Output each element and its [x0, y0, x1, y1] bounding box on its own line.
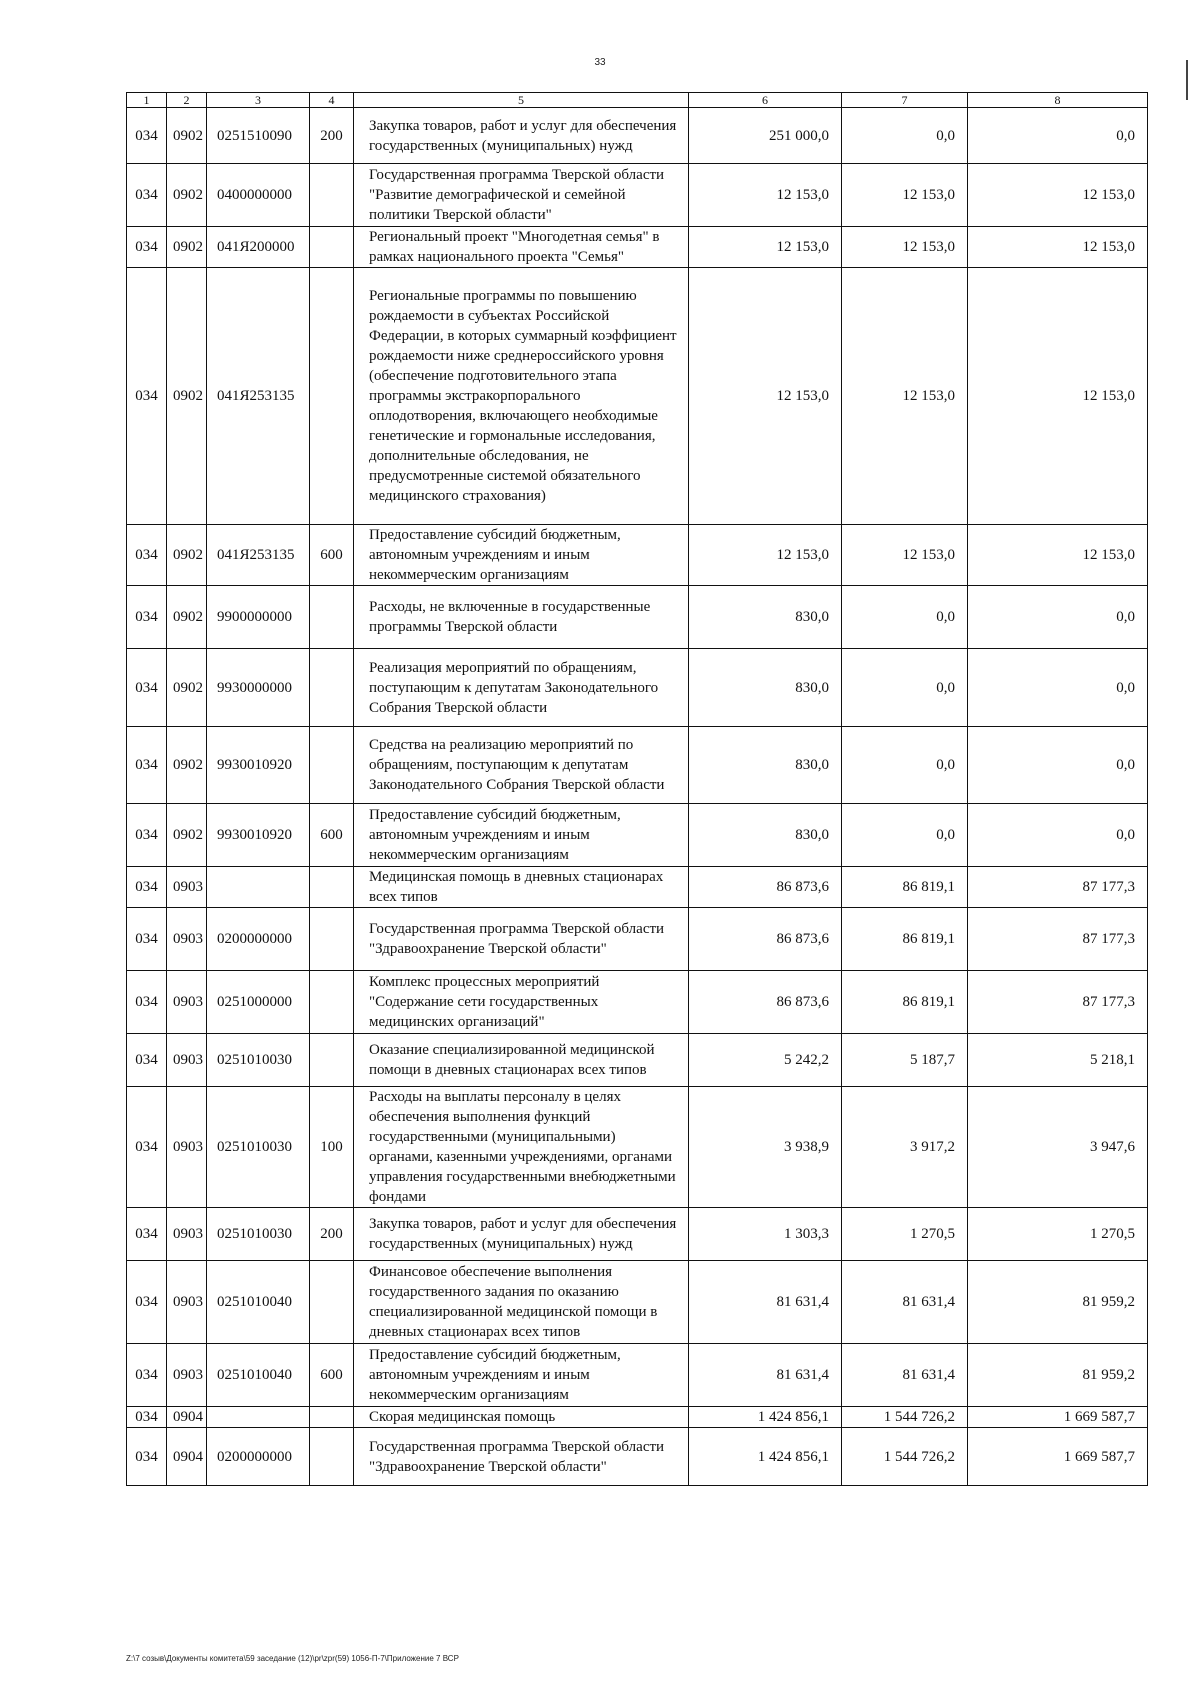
amount-year2-cell: 86 819,1: [842, 971, 968, 1034]
description-cell: Реализация мероприятий по обращениям, поступающим к депутатам Законодательного Собрания Тверской области: [354, 649, 689, 727]
target-article-cell: 0251010030: [207, 1208, 310, 1261]
amount-year1-cell: 12 153,0: [689, 268, 842, 525]
expense-type-cell: [310, 649, 354, 727]
expense-type-cell: [310, 867, 354, 908]
amount-year2-cell: 81 631,4: [842, 1261, 968, 1344]
amount-year2-cell: 12 153,0: [842, 525, 968, 586]
description-cell: Медицинская помощь в дневных стационарах всех типов: [354, 867, 689, 908]
amount-year2-cell: 0,0: [842, 108, 968, 164]
dept-code-cell: 034: [127, 727, 167, 804]
dept-code-cell: 034: [127, 1208, 167, 1261]
expense-type-cell: 100: [310, 1087, 354, 1208]
expense-type-cell: 600: [310, 525, 354, 586]
amount-year2-cell: 86 819,1: [842, 908, 968, 971]
table-row: [127, 971, 1148, 1034]
description-cell: Предоставление субсидий бюджетным, автономным учреждениям и иным некоммерческим организациям: [354, 525, 689, 586]
table-row: [127, 164, 1148, 227]
section-code-cell: 0903: [167, 1261, 207, 1344]
amount-year2-cell: 0,0: [842, 804, 968, 867]
amount-year3-cell: 12 153,0: [968, 525, 1148, 586]
expense-type-cell: 600: [310, 804, 354, 867]
amount-year2-cell: 0,0: [842, 727, 968, 804]
description-cell: Региональные программы по повышению рождаемости в субъектах Российской Федерации, в которых суммарный коэффициент рождаемости ниже среднероссийского уровня (обеспечение подготовительного этапа программы экстракорпорального оплодотворения, включающего необходимые генетические и гормональные исследования, дополнительные обследования, не предусмотренные системой обязательного медицинского страхования): [354, 268, 689, 525]
amount-year3-cell: 1 669 587,7: [968, 1407, 1148, 1428]
target-article-cell: 0251000000: [207, 971, 310, 1034]
amount-year1-cell: 5 242,2: [689, 1034, 842, 1087]
amount-year1-cell: 3 938,9: [689, 1087, 842, 1208]
target-article-cell: 0251010030: [207, 1034, 310, 1087]
amount-year2-cell: 1 270,5: [842, 1208, 968, 1261]
dept-code-cell: 034: [127, 525, 167, 586]
amount-year1-cell: 12 153,0: [689, 227, 842, 268]
target-article-cell: 9930010920: [207, 804, 310, 867]
target-article-cell: [207, 867, 310, 908]
table-row: [127, 1208, 1148, 1261]
expense-type-cell: [310, 727, 354, 804]
amount-year3-cell: 0,0: [968, 727, 1148, 804]
amount-year1-cell: 86 873,6: [689, 971, 842, 1034]
amount-year2-cell: 0,0: [842, 649, 968, 727]
section-code-cell: 0903: [167, 1208, 207, 1261]
amount-year2-cell: 86 819,1: [842, 867, 968, 908]
amount-year1-cell: 1 303,3: [689, 1208, 842, 1261]
section-code-cell: 0902: [167, 164, 207, 227]
description-cell: Расходы, не включенные в государственные программы Тверской области: [354, 586, 689, 649]
description-cell: Государственная программа Тверской области "Здравоохранение Тверской области": [354, 908, 689, 971]
table-row: [127, 1428, 1148, 1486]
section-code-cell: 0902: [167, 804, 207, 867]
description-cell: Закупка товаров, работ и услуг для обеспечения государственных (муниципальных) нужд: [354, 1208, 689, 1261]
column-header: 6: [689, 93, 842, 108]
target-article-cell: 0251010040: [207, 1344, 310, 1407]
table-body: [127, 93, 1148, 1486]
target-article-cell: 041Я253135: [207, 268, 310, 525]
description-cell: Комплекс процессных мероприятий "Содержание сети государственных медицинских организаций": [354, 971, 689, 1034]
description-cell: Предоставление субсидий бюджетным, автономным учреждениям и иным некоммерческим организациям: [354, 804, 689, 867]
dept-code-cell: 034: [127, 108, 167, 164]
column-header: 5: [354, 93, 689, 108]
expense-type-cell: [310, 1261, 354, 1344]
dept-code-cell: 034: [127, 804, 167, 867]
expense-type-cell: [310, 227, 354, 268]
amount-year3-cell: 87 177,3: [968, 908, 1148, 971]
description-cell: Закупка товаров, работ и услуг для обеспечения государственных (муниципальных) нужд: [354, 108, 689, 164]
amount-year1-cell: 81 631,4: [689, 1261, 842, 1344]
dept-code-cell: 034: [127, 227, 167, 268]
description-cell: Оказание специализированной медицинской помощи в дневных стационарах всех типов: [354, 1034, 689, 1087]
dept-code-cell: 034: [127, 1261, 167, 1344]
table-row: [127, 1087, 1148, 1208]
description-cell: Средства на реализацию мероприятий по обращениям, поступающим к депутатам Законодательного Собрания Тверской области: [354, 727, 689, 804]
amount-year3-cell: 5 218,1: [968, 1034, 1148, 1087]
column-header: 8: [968, 93, 1148, 108]
page-number: 33: [594, 57, 606, 68]
amount-year2-cell: 1 544 726,2: [842, 1407, 968, 1428]
target-article-cell: 9930010920: [207, 727, 310, 804]
dept-code-cell: 034: [127, 586, 167, 649]
amount-year1-cell: 86 873,6: [689, 908, 842, 971]
column-header: 4: [310, 93, 354, 108]
table-row: [127, 649, 1148, 727]
amount-year1-cell: 830,0: [689, 727, 842, 804]
column-header: 1: [127, 93, 167, 108]
expense-type-cell: [310, 908, 354, 971]
table-row: [127, 908, 1148, 971]
description-cell: Расходы на выплаты персоналу в целях обеспечения выполнения функций государственными (муниципальными) органами, казенными учреждениями, органами управления государственными внебюджетными фондами: [354, 1087, 689, 1208]
table-row: [127, 108, 1148, 164]
budget-table: [126, 92, 1148, 1486]
table-row: [127, 804, 1148, 867]
expense-type-cell: 600: [310, 1344, 354, 1407]
description-cell: Государственная программа Тверской области "Здравоохранение Тверской области": [354, 1428, 689, 1486]
target-article-cell: 0251510090: [207, 108, 310, 164]
section-code-cell: 0903: [167, 1034, 207, 1087]
amount-year1-cell: 1 424 856,1: [689, 1428, 842, 1486]
amount-year1-cell: 830,0: [689, 649, 842, 727]
amount-year1-cell: 86 873,6: [689, 867, 842, 908]
dept-code-cell: 034: [127, 1344, 167, 1407]
target-article-cell: 9930000000: [207, 649, 310, 727]
section-code-cell: 0902: [167, 227, 207, 268]
target-article-cell: 0251010040: [207, 1261, 310, 1344]
description-cell: Региональный проект "Многодетная семья" в рамках национального проекта "Семья": [354, 227, 689, 268]
table-row: [127, 1344, 1148, 1407]
amount-year1-cell: 12 153,0: [689, 525, 842, 586]
table-row: [127, 1261, 1148, 1344]
description-cell: Государственная программа Тверской области "Развитие демографической и семейной политики Тверской области": [354, 164, 689, 227]
dept-code-cell: 034: [127, 268, 167, 525]
expense-type-cell: [310, 971, 354, 1034]
amount-year3-cell: 81 959,2: [968, 1344, 1148, 1407]
amount-year3-cell: 0,0: [968, 804, 1148, 867]
dept-code-cell: 034: [127, 1428, 167, 1486]
footer-file-path: Z:\7 созыв\Документы комитета\59 заседание (12)\pr\zpr(59) 1056-П-7\Приложение 7 ВСР: [126, 1654, 459, 1663]
target-article-cell: 041Я200000: [207, 227, 310, 268]
section-code-cell: 0902: [167, 525, 207, 586]
amount-year1-cell: 251 000,0: [689, 108, 842, 164]
table-row: [127, 586, 1148, 649]
target-article-cell: [207, 1407, 310, 1428]
amount-year2-cell: 81 631,4: [842, 1344, 968, 1407]
dept-code-cell: 034: [127, 1407, 167, 1428]
amount-year2-cell: 5 187,7: [842, 1034, 968, 1087]
table-row: [127, 525, 1148, 586]
table-row: [127, 867, 1148, 908]
table-row: [127, 727, 1148, 804]
amount-year3-cell: 0,0: [968, 649, 1148, 727]
table-row: [127, 1407, 1148, 1428]
amount-year1-cell: 81 631,4: [689, 1344, 842, 1407]
expense-type-cell: [310, 1428, 354, 1486]
section-code-cell: 0902: [167, 649, 207, 727]
amount-year2-cell: 12 153,0: [842, 164, 968, 227]
target-article-cell: 041Я253135: [207, 525, 310, 586]
section-code-cell: 0903: [167, 867, 207, 908]
amount-year3-cell: 81 959,2: [968, 1261, 1148, 1344]
amount-year1-cell: 12 153,0: [689, 164, 842, 227]
amount-year2-cell: 3 917,2: [842, 1087, 968, 1208]
amount-year3-cell: 0,0: [968, 108, 1148, 164]
expense-type-cell: 200: [310, 108, 354, 164]
amount-year2-cell: 12 153,0: [842, 268, 968, 525]
table-row: [127, 1034, 1148, 1087]
target-article-cell: 0200000000: [207, 1428, 310, 1486]
amount-year3-cell: 0,0: [968, 586, 1148, 649]
amount-year2-cell: 1 544 726,2: [842, 1428, 968, 1486]
table-row: [127, 268, 1148, 525]
expense-type-cell: [310, 1407, 354, 1428]
dept-code-cell: 034: [127, 164, 167, 227]
description-cell: Скорая медицинская помощь: [354, 1407, 689, 1428]
amount-year3-cell: 1 669 587,7: [968, 1428, 1148, 1486]
amount-year3-cell: 12 153,0: [968, 164, 1148, 227]
target-article-cell: 0400000000: [207, 164, 310, 227]
dept-code-cell: 034: [127, 649, 167, 727]
description-cell: Финансовое обеспечение выполнения государственного задания по оказанию специализированной медицинской помощи в дневных стационарах всех типов: [354, 1261, 689, 1344]
amount-year1-cell: 830,0: [689, 804, 842, 867]
expense-type-cell: [310, 268, 354, 525]
section-code-cell: 0902: [167, 586, 207, 649]
dept-code-cell: 034: [127, 1087, 167, 1208]
amount-year3-cell: 1 270,5: [968, 1208, 1148, 1261]
section-code-cell: 0902: [167, 108, 207, 164]
table-row: [127, 227, 1148, 268]
amount-year3-cell: 87 177,3: [968, 971, 1148, 1034]
target-article-cell: 9900000000: [207, 586, 310, 649]
expense-type-cell: [310, 586, 354, 649]
expense-type-cell: [310, 164, 354, 227]
section-code-cell: 0903: [167, 1087, 207, 1208]
dept-code-cell: 034: [127, 1034, 167, 1087]
section-code-cell: 0902: [167, 727, 207, 804]
column-header-row: [127, 93, 1148, 108]
scan-edge-mark: [1186, 60, 1188, 100]
column-header: 3: [207, 93, 310, 108]
section-code-cell: 0902: [167, 268, 207, 525]
target-article-cell: 0251010030: [207, 1087, 310, 1208]
amount-year3-cell: 12 153,0: [968, 268, 1148, 525]
amount-year1-cell: 830,0: [689, 586, 842, 649]
section-code-cell: 0904: [167, 1407, 207, 1428]
section-code-cell: 0903: [167, 908, 207, 971]
amount-year3-cell: 12 153,0: [968, 227, 1148, 268]
amount-year2-cell: 12 153,0: [842, 227, 968, 268]
amount-year3-cell: 3 947,6: [968, 1087, 1148, 1208]
dept-code-cell: 034: [127, 971, 167, 1034]
column-header: 7: [842, 93, 968, 108]
section-code-cell: 0903: [167, 1344, 207, 1407]
expense-type-cell: 200: [310, 1208, 354, 1261]
section-code-cell: 0904: [167, 1428, 207, 1486]
amount-year3-cell: 87 177,3: [968, 867, 1148, 908]
dept-code-cell: 034: [127, 867, 167, 908]
target-article-cell: 0200000000: [207, 908, 310, 971]
column-header: 2: [167, 93, 207, 108]
section-code-cell: 0903: [167, 971, 207, 1034]
expense-type-cell: [310, 1034, 354, 1087]
dept-code-cell: 034: [127, 908, 167, 971]
amount-year2-cell: 0,0: [842, 586, 968, 649]
description-cell: Предоставление субсидий бюджетным, автономным учреждениям и иным некоммерческим организациям: [354, 1344, 689, 1407]
amount-year1-cell: 1 424 856,1: [689, 1407, 842, 1428]
